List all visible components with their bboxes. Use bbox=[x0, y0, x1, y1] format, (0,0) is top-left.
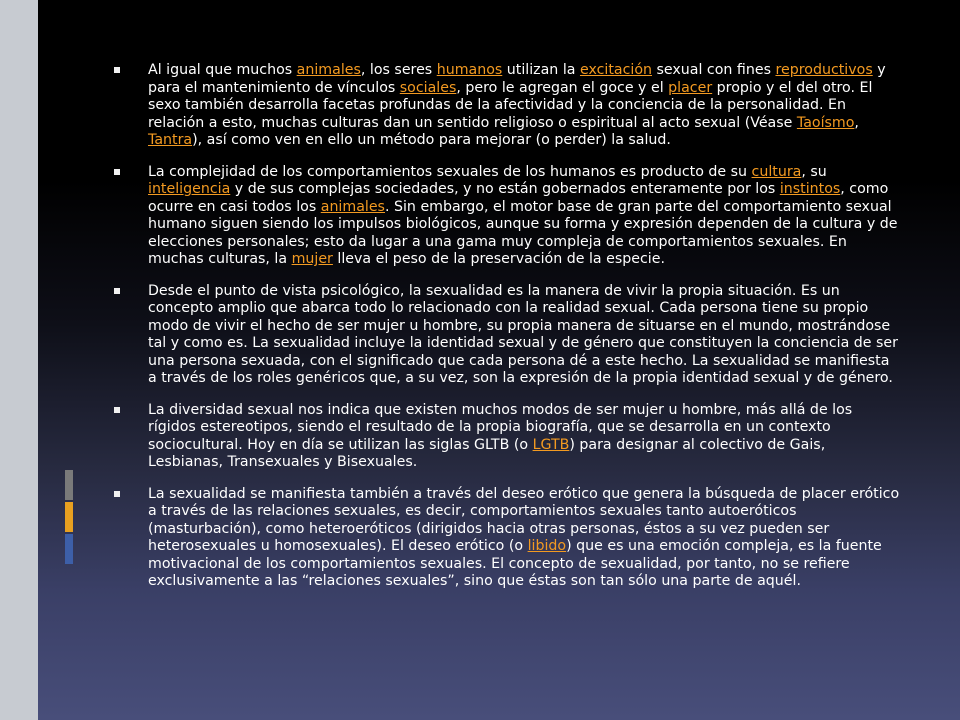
link-libido[interactable]: libido bbox=[527, 538, 567, 554]
bullet-item bbox=[110, 402, 900, 472]
bullet-list bbox=[110, 62, 900, 605]
accent-bar-gray bbox=[65, 470, 73, 500]
bullet-text: ), así como ven en ello un método para mejorar (o perder) la salud. bbox=[192, 132, 671, 148]
bullet-text: La diversidad sexual nos indica que existen muchos modos de ser mujer u hombre, más allá de los rígidos estereotipos, siendo el resultado de la propia biografía, que se desarrolla en un contexto sociocultural. Hoy en día se utilizan las siglas GLTB (o bbox=[148, 401, 853, 453]
bullet-item bbox=[110, 283, 900, 388]
bullet-text: , pero le agregan el goce y el bbox=[456, 79, 669, 96]
bullet-square-icon bbox=[114, 491, 120, 497]
bullet-text: . Sin embargo, el motor base de gran parte del comportamiento sexual humano siguen siendo los impulsos biológicos, aunque su forma y expresión dependen de la cultura y de elecciones personales; esto da lugar a una gama muy compleja de comportamientos sexuales. En muchas culturas, la bbox=[148, 198, 898, 267]
bullet-item bbox=[110, 486, 900, 591]
bullet-text: y para el mantenimiento de vínculos bbox=[148, 62, 886, 96]
bullet-square-icon bbox=[114, 169, 120, 175]
bullet-text: ) que es una emoción compleja, es la fuente motivacional de los comportamientos sexuales. El concepto de sexualidad, por tanto, no se refiere exclusivamente a las “relaciones sexuales”, sino que éstas son tan sólo una parte de aquél. bbox=[148, 538, 882, 589]
bullet-text: utilizan la bbox=[502, 62, 580, 78]
link-placer[interactable]: placer bbox=[668, 79, 713, 96]
bullet-text: , su bbox=[801, 163, 827, 180]
bullet-text: Al igual que muchos bbox=[148, 62, 297, 78]
bullet-square-icon bbox=[114, 67, 120, 73]
link-excitación[interactable]: excitación bbox=[579, 62, 653, 78]
link-reproductivos[interactable]: reproductivos bbox=[775, 62, 873, 78]
link-animales[interactable]: animales bbox=[296, 62, 361, 78]
bullet-text: propio y el del otro. El sexo también desarrolla facetas profundas de la afectividad y la conciencia de la personalidad. En relación a esto, muchas culturas dan un sentido religioso o espiritual al acto sexual (Véase bbox=[148, 79, 873, 131]
link-inteligencia[interactable]: inteligencia bbox=[148, 181, 231, 197]
bullet-text: Desde el punto de vista psicológico, la sexualidad es la manera de vivir la propia situación. Es un concepto amplio que abarca todo lo relacionado con la realidad sexual. Cada persona tiene su propio modo de vivir el hecho de ser mujer u hombre, su propia manera de situarse en el mundo, mostrándose tal y como es. La sexualidad incluye la identidad sexual y de género que constituyen la conciencia de ser una persona sexuada, con el significado que cada persona dé a este hecho. La sexualidad se manifiesta a través de los roles genéricos que, a su vez, son la expresión de la propia identidad sexual y de género. bbox=[148, 282, 898, 386]
link-cultura[interactable]: cultura bbox=[751, 163, 802, 180]
link-humanos[interactable]: humanos bbox=[436, 62, 503, 78]
bullet-text: lleva el peso de la preservación de la especie. bbox=[332, 251, 665, 267]
bullet-text: , bbox=[854, 114, 859, 131]
bullet-item bbox=[110, 62, 900, 150]
bullet-text: sexual con fines bbox=[652, 62, 776, 78]
bullet-text: ) para designar al colectivo de Gais, Lesbianas, Transexuales y Bisexuales. bbox=[148, 436, 826, 470]
left-margin-strip bbox=[0, 0, 38, 720]
bullet-square-icon bbox=[114, 288, 120, 294]
bullet-text: , los seres bbox=[360, 62, 437, 78]
link-sociales[interactable]: sociales bbox=[399, 79, 457, 96]
bullet-text: La complejidad de los comportamientos sexuales de los humanos es producto de su bbox=[148, 163, 752, 180]
bullet-square-icon bbox=[114, 407, 120, 413]
link-taoísmo[interactable]: Taoísmo bbox=[796, 114, 855, 131]
link-mujer[interactable]: mujer bbox=[291, 251, 333, 267]
link-tantra[interactable]: Tantra bbox=[148, 132, 193, 148]
bullet-text: y de sus complejas sociedades, y no están gobernados enteramente por los bbox=[230, 181, 780, 197]
link-instintos[interactable]: instintos bbox=[779, 181, 841, 197]
link-animales[interactable]: animales bbox=[320, 198, 385, 215]
bullet-text: , como ocurre en casi todos los bbox=[148, 181, 889, 215]
bullet-item bbox=[110, 164, 900, 269]
bullet-text: La sexualidad se manifiesta también a través del deseo erótico que genera la búsqueda de placer erótico a través de las relaciones sexuales, es decir, comportamientos sexuales tanto autoeróticos (masturbación), como heteroeróticos (dirigidos hacia otras personas, éstos a su vez pueden ser heterosexuales u homosexuales). El deseo erótico (o bbox=[148, 485, 900, 554]
accent-bar-blue bbox=[65, 534, 73, 564]
link-lgtb[interactable]: LGTB bbox=[532, 436, 570, 453]
accent-bar-orange bbox=[65, 502, 73, 532]
